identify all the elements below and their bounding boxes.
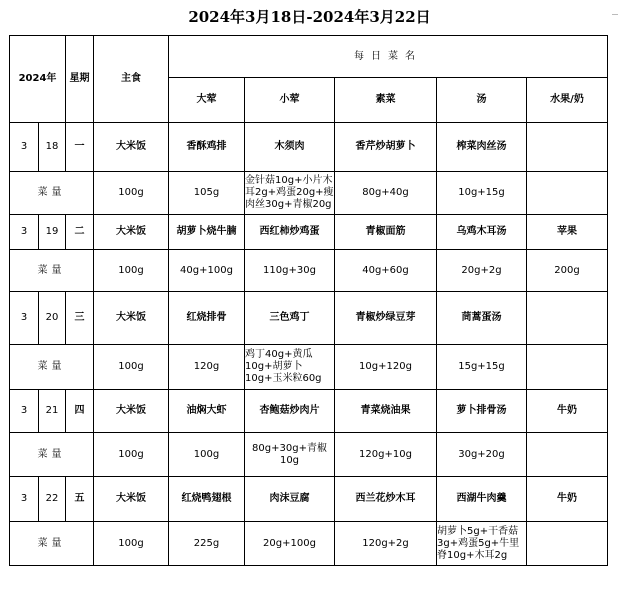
weekday-header: 星期 [66, 36, 94, 123]
dish-cell: 茼蒿蛋汤 [437, 292, 527, 345]
divider [612, 14, 618, 15]
qty-cell: 80g+30g+青椒10g [245, 433, 335, 477]
weekday-cell: 四 [66, 390, 94, 433]
quantity-label: 菜量 [10, 522, 94, 566]
qty-cell: 鸡丁40g+黄瓜10g+胡萝卜10g+玉米粒60g [245, 345, 335, 390]
dish-cell: 西兰花炒木耳 [335, 477, 437, 522]
staple-header: 主食 [94, 36, 169, 123]
day-cell: 21 [39, 390, 66, 433]
column-header: 汤 [437, 78, 527, 123]
qty-cell: 120g [169, 345, 245, 390]
table-row [10, 292, 608, 345]
qty-cell: 10g+15g [437, 172, 527, 215]
dish-cell: 青菜烧油果 [335, 390, 437, 433]
qty-cell: 100g [94, 250, 169, 292]
qty-cell: 100g [94, 433, 169, 477]
day-cell: 19 [39, 215, 66, 250]
daily-menu-header: 每日菜名 [169, 36, 608, 78]
qty-cell: 10g+120g [335, 345, 437, 390]
dish-cell: 香酥鸡排 [169, 123, 245, 172]
table-row [10, 123, 608, 172]
page-title: 2024年3月18日-2024年3月22日 [188, 8, 431, 26]
table-row [10, 477, 608, 522]
qty-cell: 225g [169, 522, 245, 566]
qty-cell [527, 172, 608, 215]
qty-cell: 15g+15g [437, 345, 527, 390]
month-cell: 3 [10, 390, 39, 433]
dish-cell: 油焖大虾 [169, 390, 245, 433]
qty-cell: 120g+10g [335, 433, 437, 477]
month-cell: 3 [10, 123, 39, 172]
month-cell: 3 [10, 292, 39, 345]
quantity-label: 菜量 [10, 433, 94, 477]
qty-cell [527, 433, 608, 477]
column-header: 大荤 [169, 78, 245, 123]
qty-cell: 40g+60g [335, 250, 437, 292]
dish-cell: 牛奶 [527, 390, 608, 433]
column-header: 小荤 [245, 78, 335, 123]
dish-cell: 香芹炒胡萝卜 [335, 123, 437, 172]
qty-cell: 30g+20g [437, 433, 527, 477]
qty-cell: 胡萝卜5g+干香菇3g+鸡蛋5g+牛里脊10g+木耳2g [437, 522, 527, 566]
column-header: 素菜 [335, 78, 437, 123]
weekday-cell: 五 [66, 477, 94, 522]
column-header: 水果/奶 [527, 78, 608, 123]
staple-cell: 大米饭 [94, 123, 169, 172]
staple-cell: 大米饭 [94, 292, 169, 345]
qty-cell [527, 522, 608, 566]
staple-cell: 大米饭 [94, 215, 169, 250]
day-cell: 22 [39, 477, 66, 522]
dish-cell: 红烧排骨 [169, 292, 245, 345]
qty-cell: 100g [94, 172, 169, 215]
dish-cell [527, 292, 608, 345]
dish-cell: 青椒面筋 [335, 215, 437, 250]
qty-cell [527, 345, 608, 390]
weekday-cell: 三 [66, 292, 94, 345]
dish-cell: 红烧鸭翅根 [169, 477, 245, 522]
weekday-cell: 二 [66, 215, 94, 250]
weekday-cell: 一 [66, 123, 94, 172]
table-row [10, 390, 608, 433]
quantity-label: 菜量 [10, 172, 94, 215]
table-row [10, 215, 608, 250]
dish-cell: 乌鸡木耳汤 [437, 215, 527, 250]
dish-cell: 萝卜排骨汤 [437, 390, 527, 433]
qty-cell: 20g+2g [437, 250, 527, 292]
qty-cell: 100g [94, 345, 169, 390]
dish-cell: 苹果 [527, 215, 608, 250]
staple-cell: 大米饭 [94, 477, 169, 522]
menu-table [9, 35, 608, 566]
month-cell: 3 [10, 477, 39, 522]
dish-cell: 肉沫豆腐 [245, 477, 335, 522]
qty-cell: 110g+30g [245, 250, 335, 292]
dish-cell: 西红柿炒鸡蛋 [245, 215, 335, 250]
table-row [10, 172, 608, 215]
day-cell: 20 [39, 292, 66, 345]
qty-cell: 80g+40g [335, 172, 437, 215]
dish-cell: 西湖牛肉羹 [437, 477, 527, 522]
dish-cell: 胡萝卜烧牛腩 [169, 215, 245, 250]
year-header: 2024年 [10, 36, 66, 123]
dish-cell: 牛奶 [527, 477, 608, 522]
dish-cell: 三色鸡丁 [245, 292, 335, 345]
dish-cell: 榨菜肉丝汤 [437, 123, 527, 172]
qty-cell: 100g [169, 433, 245, 477]
table-row [10, 522, 608, 566]
qty-cell: 金针菇10g+小片木耳2g+鸡蛋20g+瘦肉丝30g+青椒20g [245, 172, 335, 215]
qty-cell: 200g [527, 250, 608, 292]
table-row [10, 250, 608, 292]
qty-cell: 105g [169, 172, 245, 215]
dish-cell [527, 123, 608, 172]
day-cell: 18 [39, 123, 66, 172]
dish-cell: 杏鲍菇炒肉片 [245, 390, 335, 433]
qty-cell: 20g+100g [245, 522, 335, 566]
staple-cell: 大米饭 [94, 390, 169, 433]
qty-cell: 120g+2g [335, 522, 437, 566]
quantity-label: 菜量 [10, 345, 94, 390]
quantity-label: 菜量 [10, 250, 94, 292]
qty-cell: 40g+100g [169, 250, 245, 292]
table-row [10, 345, 608, 390]
table-row [10, 433, 608, 477]
dish-cell: 青椒炒绿豆芽 [335, 292, 437, 345]
qty-cell: 100g [94, 522, 169, 566]
month-cell: 3 [10, 215, 39, 250]
dish-cell: 木须肉 [245, 123, 335, 172]
